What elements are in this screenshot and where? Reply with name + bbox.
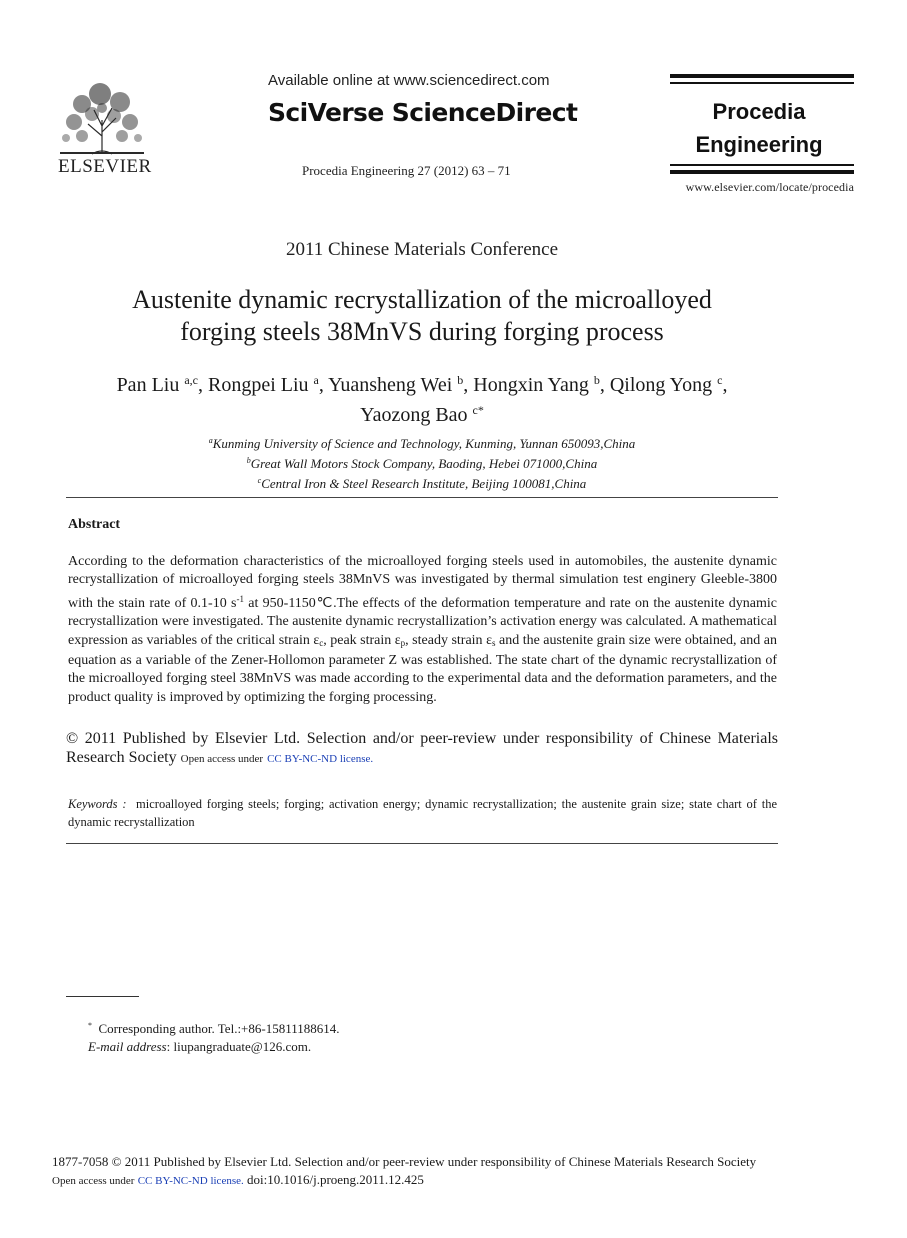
- journal-citation: Procedia Engineering 27 (2012) 63 – 71: [302, 163, 511, 178]
- footer-license-line: [52, 1171, 792, 1190]
- abstract-text: , steady strain ε: [405, 632, 492, 648]
- affiliation-text: Great Wall Motors Stock Company, Baoding, Hebei 071000,China: [250, 456, 598, 471]
- email-label: E-mail address: [88, 1039, 167, 1054]
- affiliation-item: [60, 432, 784, 452]
- author-separator: ,: [722, 374, 728, 396]
- author-affiliation-mark: a: [313, 373, 319, 387]
- author-name: Yaozong Bao: [360, 404, 468, 426]
- footnote-mark: *: [88, 1021, 92, 1030]
- journal-url-link[interactable]: www.elsevier.com/locate/procedia: [685, 180, 854, 194]
- abstract-body: [68, 553, 777, 707]
- footer-copyright: 1877-7058 © 2011 Published by Elsevier Ltd. Selection and/or peer-review under responsibility of Chinese Materials Research Society: [52, 1154, 757, 1169]
- publisher-name: ELSEVIER: [58, 156, 152, 177]
- copyright-text: © 2011 Published by Elsevier Ltd. Selection and/or peer-review under responsibility of Chinese Materials Research Society: [66, 730, 778, 766]
- affiliation-text: Central Iron & Steel Research Institute, Beijing 100081,China: [261, 476, 587, 491]
- doi-text[interactable]: doi:10.1016/j.proeng.2011.12.425: [247, 1172, 424, 1187]
- license-link[interactable]: CC BY-NC-ND license.: [137, 1175, 244, 1187]
- author-name: Qilong Yong: [609, 374, 713, 396]
- open-access-text: Open access under: [180, 753, 264, 765]
- author-name: Pan Liu: [116, 374, 180, 396]
- keywords-text: microalloyed forging steels; forging; activation energy; dynamic recrystallization; the austenite grain size; state chart of the dynamic recrystallization: [68, 797, 777, 829]
- author-separator: ,: [318, 374, 329, 396]
- abstract-subscript: p: [400, 637, 406, 648]
- abstract-text: , peak strain ε: [323, 632, 401, 648]
- footnote-email: [88, 1038, 340, 1056]
- title-line-2: forging steels 38MnVS during forging process: [180, 317, 664, 346]
- author-affiliation-mark: c: [717, 373, 723, 387]
- license-link[interactable]: CC BY-NC-ND license.: [267, 753, 374, 765]
- email-value: : liupangraduate@126.com.: [166, 1039, 312, 1054]
- affiliation-item: [60, 452, 784, 472]
- author-separator: ,: [463, 374, 474, 396]
- journal-name-line1: Procedia: [712, 99, 806, 124]
- masthead-rule-top-thin: [670, 82, 854, 84]
- abstract-text: at 950-1150℃.The effects of the deformation temperature and rate on the austenite dynamic recrystallization were investigated. The austenite dynamic recrystallization’s activation energy was calculated. A mathematical expression as variables of the critical strain ε: [68, 595, 777, 648]
- keywords-label: Keywords :: [68, 797, 127, 811]
- available-online-text: Available online at www.sciencedirect.com: [268, 72, 550, 89]
- abstract-text: and the austenite grain size were obtained, and an equation as a variable of the Zener-Hollomon parameter Z was established. The state chart of the dynamic recrystallization of the microalloyed forging steel 38MnVS was made according to the experimental data and the deformation parameters, and the product quality is improved by optimizing the forging processing.: [68, 632, 777, 705]
- open-access-text: Open access under: [52, 1175, 135, 1187]
- journal-masthead: [670, 74, 854, 178]
- masthead-rule-top: [670, 74, 854, 78]
- affiliation-item: [60, 472, 784, 492]
- masthead-rule-bottom: [670, 170, 854, 174]
- author-separator: ,: [198, 374, 208, 396]
- abstract-text: According to the deformation characteristics of the microalloyed forging steels used in automobiles, the austenite dynamic recrystallization of microalloyed forging steels 38MnVS was investigated by thermal simulation test enginery Gleeble-3800 with the stain rate of 0.1-10 s: [68, 554, 777, 611]
- affiliation-mark: a: [208, 436, 213, 445]
- journal-name-line2: Engineering: [695, 132, 823, 157]
- abstract-subscript: s: [491, 637, 496, 648]
- title-line-1: Austenite dynamic recrystallization of the microalloyed: [132, 285, 712, 314]
- affiliation-text: Kunming University of Science and Technology, Kunming, Yunnan 650093,China: [212, 436, 636, 451]
- keywords-section: [68, 795, 777, 831]
- affiliation-list: [60, 432, 784, 492]
- affiliation-mark: c: [257, 476, 262, 485]
- author-name: Yuansheng Wei: [328, 374, 453, 396]
- author-affiliation-mark: c*: [472, 403, 484, 417]
- journal-name: [670, 95, 848, 161]
- author-name: Rongpei Liu: [208, 374, 309, 396]
- author-list: [60, 368, 784, 428]
- abstract-superscript: -1: [236, 593, 244, 604]
- copyright-statement: [66, 729, 778, 769]
- author-separator: ,: [599, 374, 610, 396]
- section-divider: [66, 843, 778, 844]
- abstract-subscript: c: [319, 637, 324, 648]
- footnote-text: Corresponding author. Tel.:+86-15811188614.: [98, 1021, 340, 1036]
- author-name: Hongxin Yang: [473, 374, 589, 396]
- corresponding-author-footnote: [88, 1017, 340, 1056]
- footnote-rule: [66, 996, 139, 997]
- footnote-phone: [88, 1017, 340, 1038]
- author-affiliation-mark: b: [593, 373, 600, 387]
- affiliation-mark: b: [246, 456, 251, 465]
- masthead-rule-bottom-thin: [670, 164, 854, 166]
- author-affiliation-mark: b: [457, 373, 464, 387]
- abstract-heading: Abstract: [68, 517, 121, 532]
- section-divider: [66, 497, 778, 498]
- conference-name: 2011 Chinese Materials Conference: [285, 239, 559, 260]
- platform-logo-text: SciVerse ScienceDirect: [268, 98, 578, 127]
- paper-title: [60, 284, 784, 348]
- author-affiliation-mark: a,c: [184, 373, 198, 387]
- page-footer: [52, 1153, 792, 1190]
